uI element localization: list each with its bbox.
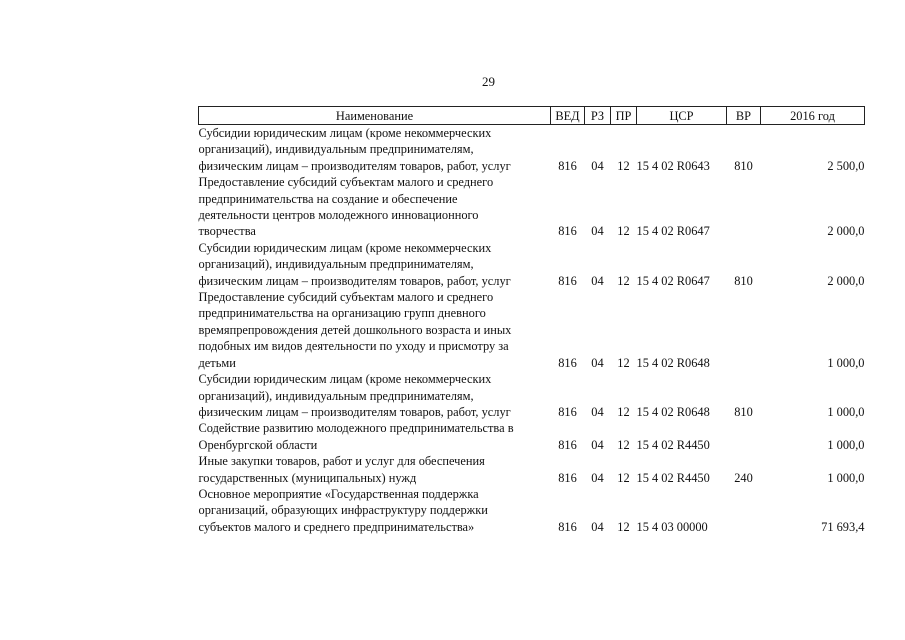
table-row bbox=[199, 486, 865, 535]
row-amount: 2 500,0 bbox=[827, 158, 865, 173]
row-name-line: Оренбургской области bbox=[198, 437, 318, 452]
row-name-line: Предоставление субсидий субъектам малого и среднего bbox=[198, 175, 494, 190]
row-vr: 810 bbox=[734, 404, 753, 419]
row-csr: 15 4 02 R0647 bbox=[636, 273, 710, 288]
row-name-line: Содействие развитию молодежного предпринимательства в bbox=[198, 421, 514, 436]
header-vr: ВР bbox=[727, 107, 761, 125]
header-pr: ПР bbox=[611, 107, 637, 125]
row-pr: 12 bbox=[617, 470, 630, 485]
row-pr: 12 bbox=[617, 158, 630, 173]
row-name-line: субъектов малого и среднего предпринимательства» bbox=[198, 519, 475, 534]
row-pr: 12 bbox=[617, 404, 630, 419]
row-amount: 1 000,0 bbox=[827, 470, 865, 485]
row-rz: 04 bbox=[591, 355, 604, 370]
header-csr: ЦСР bbox=[637, 107, 727, 125]
row-name-line: Иные закупки товаров, работ и услуг для обеспечения bbox=[198, 454, 485, 469]
table-row bbox=[199, 240, 865, 289]
row-rz: 04 bbox=[591, 470, 604, 485]
row-name-line: Субсидии юридическим лицам (кроме некоммерческих bbox=[198, 240, 492, 255]
row-name-line: предпринимательства на создание и обеспечение bbox=[198, 191, 458, 206]
row-csr: 15 4 02 R0648 bbox=[636, 355, 710, 370]
row-vr bbox=[727, 289, 761, 371]
row-pr: 12 bbox=[617, 355, 630, 370]
row-rz: 04 bbox=[591, 158, 604, 173]
row-name bbox=[199, 125, 551, 175]
row-vr: 810 bbox=[734, 273, 753, 288]
row-vr bbox=[727, 174, 761, 240]
table-row bbox=[199, 371, 865, 420]
table-body bbox=[199, 125, 865, 536]
row-rz: 04 bbox=[591, 437, 604, 452]
row-csr: 15 4 02 R4450 bbox=[636, 470, 710, 485]
row-name bbox=[199, 174, 551, 240]
row-csr: 15 4 03 00000 bbox=[636, 519, 708, 534]
row-name-line: организаций), индивидуальным предпринимателям, bbox=[198, 388, 474, 403]
row-amount: 2 000,0 bbox=[827, 273, 865, 288]
row-name-line: организаций), индивидуальным предпринимателям, bbox=[198, 257, 474, 272]
row-name bbox=[199, 420, 551, 453]
row-ved: 816 bbox=[558, 355, 577, 370]
row-ved: 816 bbox=[558, 273, 577, 288]
row-name-line: деятельности центров молодежного инновационного bbox=[198, 208, 479, 223]
row-pr: 12 bbox=[617, 519, 630, 534]
row-rz: 04 bbox=[591, 224, 604, 239]
row-name-line: государственных (муниципальных) нужд bbox=[198, 470, 417, 485]
row-ved: 816 bbox=[558, 158, 577, 173]
row-name-line: Предоставление субсидий субъектам малого и среднего bbox=[198, 290, 494, 305]
row-name bbox=[199, 289, 551, 371]
table-header-row bbox=[199, 107, 865, 125]
row-ved: 816 bbox=[558, 470, 577, 485]
row-csr: 15 4 02 R4450 bbox=[636, 437, 710, 452]
row-amount: 71 693,4 bbox=[821, 519, 865, 534]
row-amount: 2 000,0 bbox=[827, 224, 865, 239]
table-row bbox=[199, 125, 865, 175]
row-amount: 1 000,0 bbox=[827, 355, 865, 370]
row-name-line: детьми bbox=[198, 355, 236, 370]
row-vr: 810 bbox=[734, 158, 753, 173]
header-year: 2016 год bbox=[761, 107, 865, 125]
row-pr: 12 bbox=[617, 273, 630, 288]
row-name bbox=[199, 240, 551, 289]
row-name-line: предпринимательства на организацию групп дневного bbox=[198, 306, 486, 321]
row-name-line: Основное мероприятие «Государственная поддержка bbox=[198, 486, 479, 501]
row-ved: 816 bbox=[558, 437, 577, 452]
row-pr: 12 bbox=[617, 437, 630, 452]
row-name bbox=[199, 486, 551, 535]
table-row bbox=[199, 289, 865, 371]
budget-table bbox=[198, 106, 865, 535]
row-name-line: творчества bbox=[198, 224, 256, 239]
row-name-line: времяпрепровождения детей дошкольного возраста и иных bbox=[198, 322, 512, 337]
row-amount: 1 000,0 bbox=[827, 437, 865, 452]
row-name-line: физическим лицам – производителям товаров, работ, услуг bbox=[198, 404, 511, 419]
row-rz: 04 bbox=[591, 273, 604, 288]
header-ved: ВЕД bbox=[551, 107, 585, 125]
row-name-line: физическим лицам – производителям товаров, работ, услуг bbox=[198, 273, 511, 288]
row-vr bbox=[727, 486, 761, 535]
row-ved: 816 bbox=[558, 519, 577, 534]
table-row bbox=[199, 174, 865, 240]
header-rz: РЗ bbox=[585, 107, 611, 125]
row-rz: 04 bbox=[591, 519, 604, 534]
row-ved: 816 bbox=[558, 404, 577, 419]
row-name-line: организаций), индивидуальным предпринимателям, bbox=[198, 142, 474, 157]
row-amount: 1 000,0 bbox=[827, 404, 865, 419]
row-name bbox=[199, 371, 551, 420]
row-vr bbox=[727, 420, 761, 453]
row-ved: 816 bbox=[558, 224, 577, 239]
header-name: Наименование bbox=[199, 107, 551, 125]
row-vr: 240 bbox=[734, 470, 753, 485]
row-name-line: организаций, образующих инфраструктуру поддержки bbox=[198, 503, 488, 518]
row-name-line: физическим лицам – производителям товаров, работ, услуг bbox=[198, 158, 511, 173]
row-csr: 15 4 02 R0643 bbox=[636, 158, 710, 173]
table-row bbox=[199, 420, 865, 453]
row-name bbox=[199, 453, 551, 486]
table-row bbox=[199, 453, 865, 486]
row-csr: 15 4 02 R0647 bbox=[636, 224, 710, 239]
row-name-line: Субсидии юридическим лицам (кроме некоммерческих bbox=[198, 372, 492, 387]
row-name-line: подобных им видов деятельности по уходу и присмотру за bbox=[198, 339, 509, 354]
row-csr: 15 4 02 R0648 bbox=[636, 404, 710, 419]
row-name-line: Субсидии юридическим лицам (кроме некоммерческих bbox=[198, 126, 492, 140]
row-rz: 04 bbox=[591, 404, 604, 419]
row-pr: 12 bbox=[617, 224, 630, 239]
page-number: 29 bbox=[482, 74, 495, 89]
